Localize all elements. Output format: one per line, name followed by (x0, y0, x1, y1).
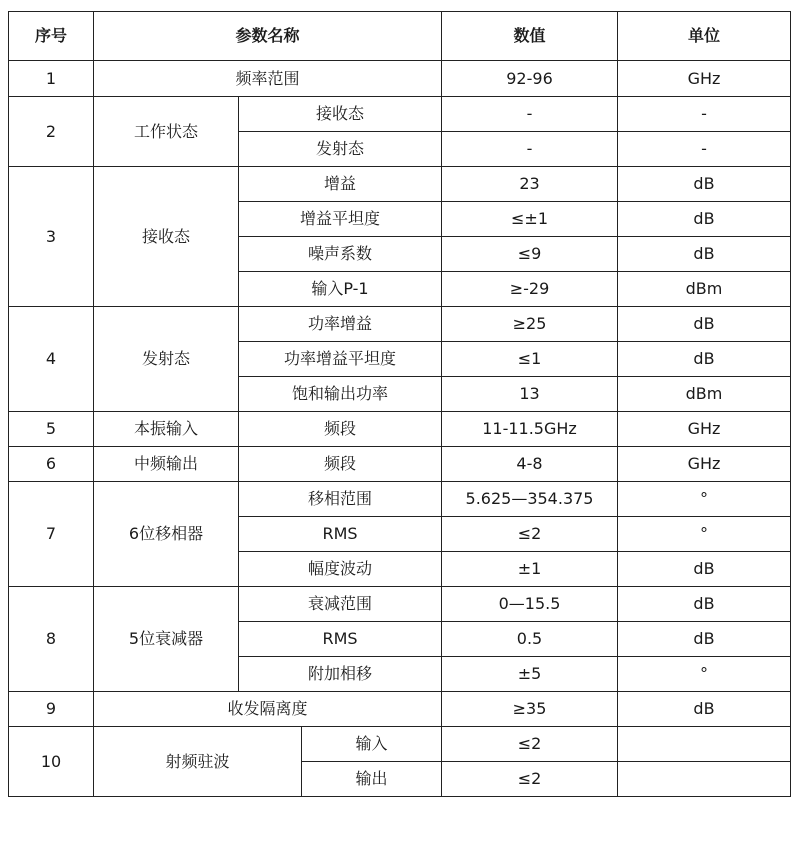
param-value: 11-11.5GHz (442, 412, 618, 447)
param-value: ≤2 (442, 517, 618, 552)
param-sub: 频段 (239, 412, 442, 447)
param-sub: 输出 (302, 762, 442, 797)
param-unit: GHz (618, 412, 791, 447)
param-unit: - (618, 132, 791, 167)
param-value: ≤2 (442, 762, 618, 797)
param-unit (618, 762, 791, 797)
param-value: 4-8 (442, 447, 618, 482)
param-group: 发射态 (94, 307, 239, 412)
param-unit: dB (618, 237, 791, 272)
param-unit: dB (618, 587, 791, 622)
param-group: 接收态 (94, 167, 239, 307)
header-no: 序号 (9, 12, 94, 61)
header-row (9, 12, 791, 61)
table-row (9, 97, 791, 132)
row-no: 1 (9, 61, 94, 97)
param-value: 13 (442, 377, 618, 412)
row-no: 7 (9, 482, 94, 587)
param-group: 6位移相器 (94, 482, 239, 587)
param-sub: 输入 (302, 727, 442, 762)
row-no: 4 (9, 307, 94, 412)
param-unit: dBm (618, 377, 791, 412)
param-name: 频率范围 (94, 61, 442, 97)
param-sub: 噪声系数 (239, 237, 442, 272)
param-group: 5位衰减器 (94, 587, 239, 692)
header-unit: 单位 (618, 12, 791, 61)
param-sub: 发射态 (239, 132, 442, 167)
param-value: ≤9 (442, 237, 618, 272)
param-unit: dB (618, 167, 791, 202)
param-sub: 增益 (239, 167, 442, 202)
param-unit: dB (618, 307, 791, 342)
param-sub: 饱和输出功率 (239, 377, 442, 412)
param-sub: 功率增益平坦度 (239, 342, 442, 377)
param-group: 工作状态 (94, 97, 239, 167)
param-value: 0.5 (442, 622, 618, 657)
param-value: ±1 (442, 552, 618, 587)
param-value: 23 (442, 167, 618, 202)
param-value: ≥25 (442, 307, 618, 342)
param-sub: 频段 (239, 447, 442, 482)
param-unit (618, 727, 791, 762)
param-value: 5.625—354.375 (442, 482, 618, 517)
param-sub: 附加相移 (239, 657, 442, 692)
param-sub: 移相范围 (239, 482, 442, 517)
param-unit: ° (618, 482, 791, 517)
param-unit: GHz (618, 447, 791, 482)
param-sub: 接收态 (239, 97, 442, 132)
table-row (9, 412, 791, 447)
param-unit: dB (618, 552, 791, 587)
param-sub: RMS (239, 517, 442, 552)
param-name: 收发隔离度 (94, 692, 442, 727)
param-value: ±5 (442, 657, 618, 692)
param-unit: dB (618, 202, 791, 237)
row-no: 8 (9, 587, 94, 692)
row-no: 10 (9, 727, 94, 797)
param-value: - (442, 97, 618, 132)
param-value: ≤±1 (442, 202, 618, 237)
param-unit: - (618, 97, 791, 132)
param-sub: 幅度波动 (239, 552, 442, 587)
param-group: 中频输出 (94, 447, 239, 482)
param-value: - (442, 132, 618, 167)
spec-table (8, 11, 791, 797)
param-unit: ° (618, 517, 791, 552)
table-row (9, 482, 791, 517)
table-row (9, 61, 791, 97)
param-sub: RMS (239, 622, 442, 657)
param-unit: dBm (618, 272, 791, 307)
table-row (9, 727, 791, 762)
table-row (9, 307, 791, 342)
header-name: 参数名称 (94, 12, 442, 61)
table-row (9, 587, 791, 622)
param-group: 射频驻波 (94, 727, 302, 797)
param-unit: dB (618, 342, 791, 377)
param-sub: 功率增益 (239, 307, 442, 342)
param-group: 本振输入 (94, 412, 239, 447)
row-no: 3 (9, 167, 94, 307)
param-sub: 输入P-1 (239, 272, 442, 307)
param-value: ≥35 (442, 692, 618, 727)
param-value: ≤2 (442, 727, 618, 762)
row-no: 5 (9, 412, 94, 447)
param-sub: 衰减范围 (239, 587, 442, 622)
param-unit: ° (618, 657, 791, 692)
param-value: ≤1 (442, 342, 618, 377)
param-unit: dB (618, 692, 791, 727)
table-row (9, 167, 791, 202)
param-value: ≥-29 (442, 272, 618, 307)
param-unit: GHz (618, 61, 791, 97)
row-no: 6 (9, 447, 94, 482)
param-unit: dB (618, 622, 791, 657)
header-value: 数值 (442, 12, 618, 61)
spec-table-container (8, 11, 791, 797)
table-row (9, 692, 791, 727)
row-no: 9 (9, 692, 94, 727)
row-no: 2 (9, 97, 94, 167)
param-sub: 增益平坦度 (239, 202, 442, 237)
param-value: 92-96 (442, 61, 618, 97)
table-row (9, 447, 791, 482)
param-value: 0—15.5 (442, 587, 618, 622)
